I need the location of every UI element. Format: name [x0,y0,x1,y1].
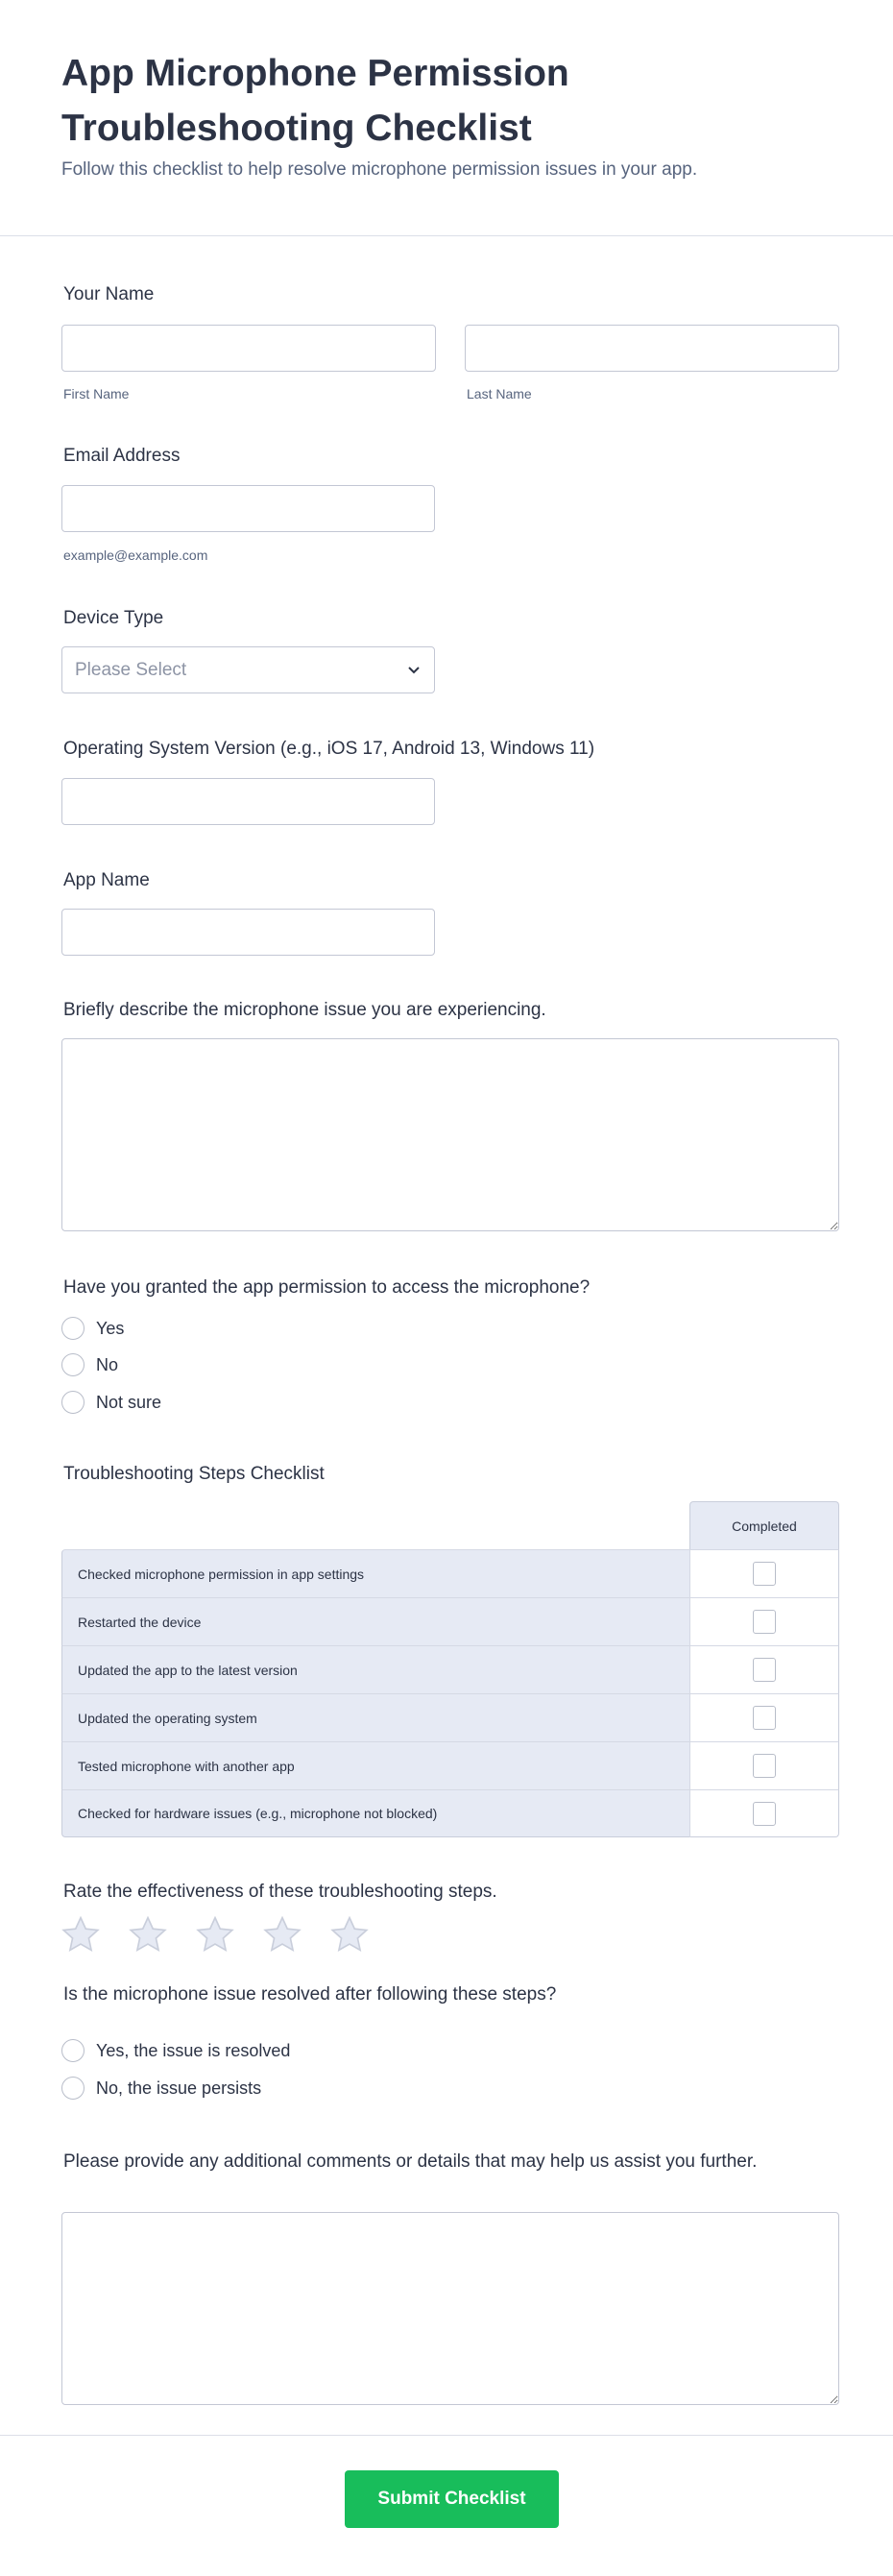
option-label: No [96,1354,119,1374]
footer-divider [0,2435,893,2436]
page-subtitle: Follow this checklist to help resolve microphone permission issues in your app. [61,159,698,180]
permission-label: Have you granted the app permission to access the microphone? [63,1277,591,1298]
row-label: Checked microphone permission in app settings [61,1549,689,1597]
checklist-label: Troubleshooting Steps Checklist [63,1464,325,1484]
star-icon[interactable] [129,1916,167,1953]
rating-label: Rate the effectiveness of these troubleshooting steps. [63,1882,497,1902]
device-select[interactable] [61,646,435,693]
comments-textarea[interactable] [61,2212,839,2405]
last-name-sublabel: Last Name [467,386,532,401]
star-rating[interactable] [61,1916,369,1953]
row-label: Restarted the device [61,1597,689,1645]
table-row [61,1741,839,1789]
permission-option-not-sure[interactable] [61,1391,161,1414]
row-label: Checked for hardware issues (e.g., microphone not blocked) [61,1789,689,1837]
email-label: Email Address [63,446,181,466]
page-title: App Microphone Permission Troubleshooting Checklist [61,53,569,149]
option-label: Yes [96,1318,125,1338]
option-label: Yes, the issue is resolved [96,2040,291,2060]
email-helper: example@example.com [63,547,208,563]
checkbox[interactable] [753,1658,776,1682]
resolved-option-yes[interactable] [61,2039,290,2062]
table-row [61,1597,839,1645]
checkbox[interactable] [753,1706,776,1730]
row-label: Tested microphone with another app [61,1741,689,1789]
app-name-label: App Name [63,870,150,890]
name-label: Your Name [63,284,155,304]
checkbox[interactable] [753,1562,776,1586]
header-divider [0,235,893,236]
row-label: Updated the app to the latest version [61,1645,689,1693]
radio-button[interactable] [61,1353,84,1376]
permission-option-yes[interactable] [61,1317,124,1340]
star-icon[interactable] [196,1916,234,1953]
issue-label: Briefly describe the microphone issue you are experiencing. [63,1000,546,1020]
app-name-input[interactable] [61,909,435,956]
permission-option-no[interactable] [61,1353,118,1376]
device-label: Device Type [63,608,164,628]
chevron-down-icon [407,666,421,675]
star-icon[interactable] [330,1916,369,1953]
email-input[interactable] [61,485,435,532]
checkbox[interactable] [753,1610,776,1634]
table-row [61,1645,839,1693]
radio-button[interactable] [61,1317,84,1340]
last-name-input[interactable] [465,325,839,372]
table-row [61,1789,839,1837]
first-name-input[interactable] [61,325,436,372]
os-label: Operating System Version (e.g., iOS 17, Android 13, Windows 11) [63,739,595,759]
table-row [61,1693,839,1741]
resolved-option-no[interactable] [61,2077,261,2100]
device-select-value: Please Select [75,659,187,680]
resolved-label: Is the microphone issue resolved after following these steps? [63,1984,557,2005]
comments-label: Please provide any additional comments or details that may help us assist you further. [63,2151,758,2172]
radio-button[interactable] [61,2077,84,2100]
issue-textarea[interactable] [61,1038,839,1231]
column-completed: Completed [689,1501,839,1549]
row-label: Updated the operating system [61,1693,689,1741]
submit-button[interactable]: Submit Checklist [345,2470,559,2528]
checklist-table [61,1501,839,1837]
first-name-sublabel: First Name [63,386,130,401]
checkbox[interactable] [753,1754,776,1778]
table-row [61,1549,839,1597]
option-label: Not sure [96,1392,162,1412]
option-label: No, the issue persists [96,2078,262,2098]
star-icon[interactable] [61,1916,100,1953]
checkbox[interactable] [753,1802,776,1826]
radio-button[interactable] [61,2039,84,2062]
star-icon[interactable] [263,1916,302,1953]
os-version-input[interactable] [61,778,435,825]
radio-button[interactable] [61,1391,84,1414]
